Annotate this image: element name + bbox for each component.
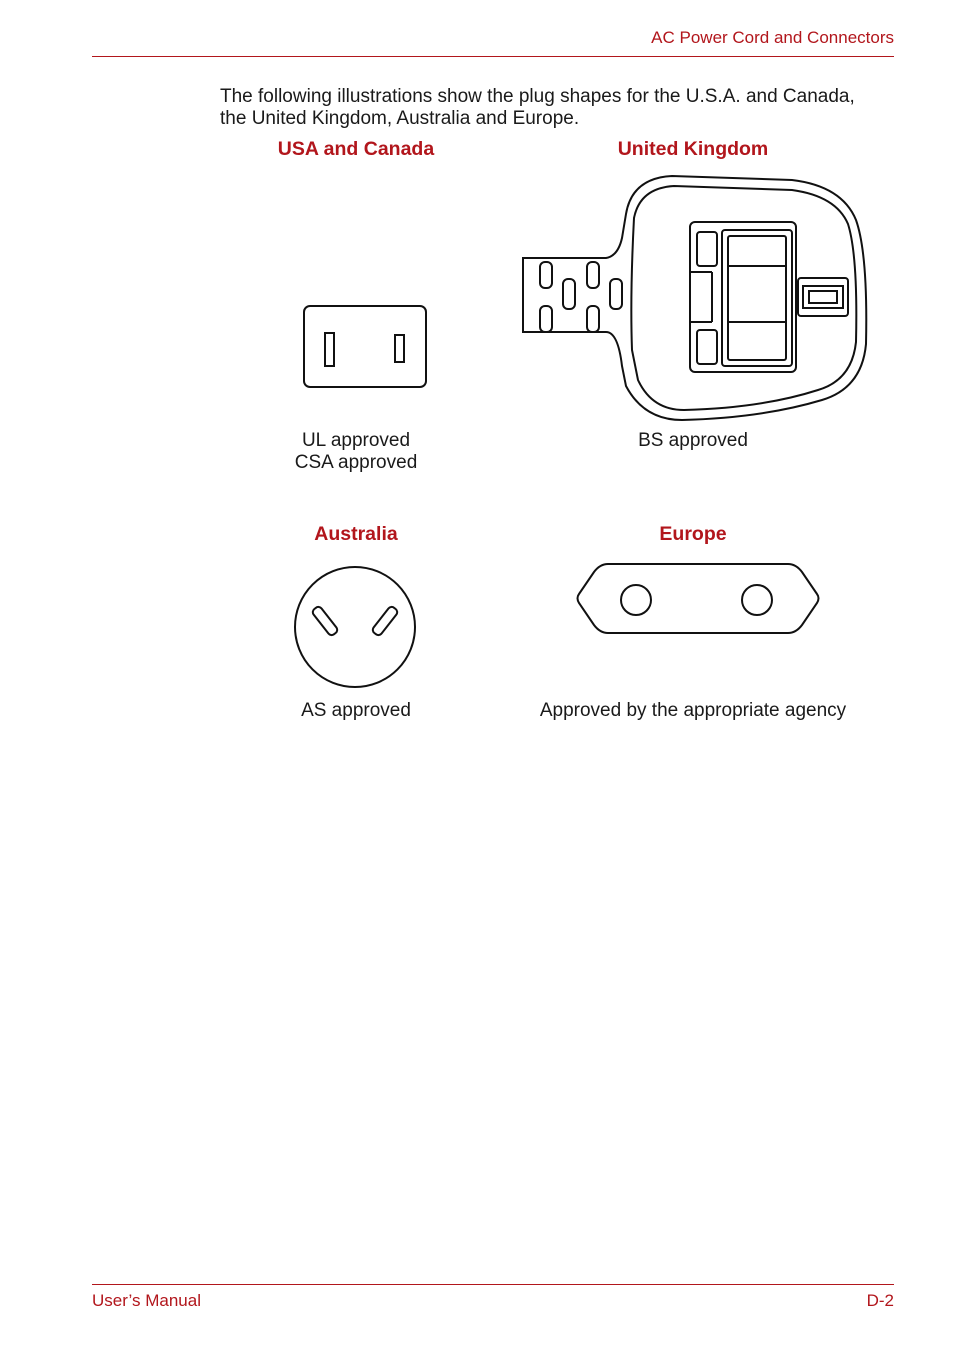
uk-plug-icon xyxy=(522,174,868,422)
footer-manual-title: User’s Manual xyxy=(92,1291,201,1310)
usa-approval-line-2: CSA approved xyxy=(294,452,418,473)
intro-line-1: The following illustrations show the plug shapes for the U.S.A. and Canada, xyxy=(220,86,855,107)
intro-paragraph xyxy=(220,86,910,130)
europe-plug-icon xyxy=(576,563,820,634)
caption-usa-canada: USA and Canada xyxy=(277,138,435,160)
intro-line-2: the United Kingdom, Australia and Europe. xyxy=(220,108,580,129)
usa-approval-line-1: UL approved xyxy=(301,430,411,451)
australia-plug-icon xyxy=(293,565,417,689)
uk-approval: BS approved xyxy=(638,430,748,451)
header-rule xyxy=(92,56,894,57)
usa-plug-icon xyxy=(303,305,427,388)
caption-europe: Europe xyxy=(659,523,727,545)
footer-page-number: D-2 xyxy=(866,1291,894,1310)
europe-approval: Approved by the appropriate agency xyxy=(539,700,847,721)
caption-australia: Australia xyxy=(314,523,398,545)
header-section-title: AC Power Cord and Connectors xyxy=(651,28,894,47)
caption-united-kingdom: United Kingdom xyxy=(617,138,769,160)
footer-rule xyxy=(92,1284,894,1285)
usa-canada-approval xyxy=(206,430,506,474)
australia-approval: AS approved xyxy=(301,700,411,721)
